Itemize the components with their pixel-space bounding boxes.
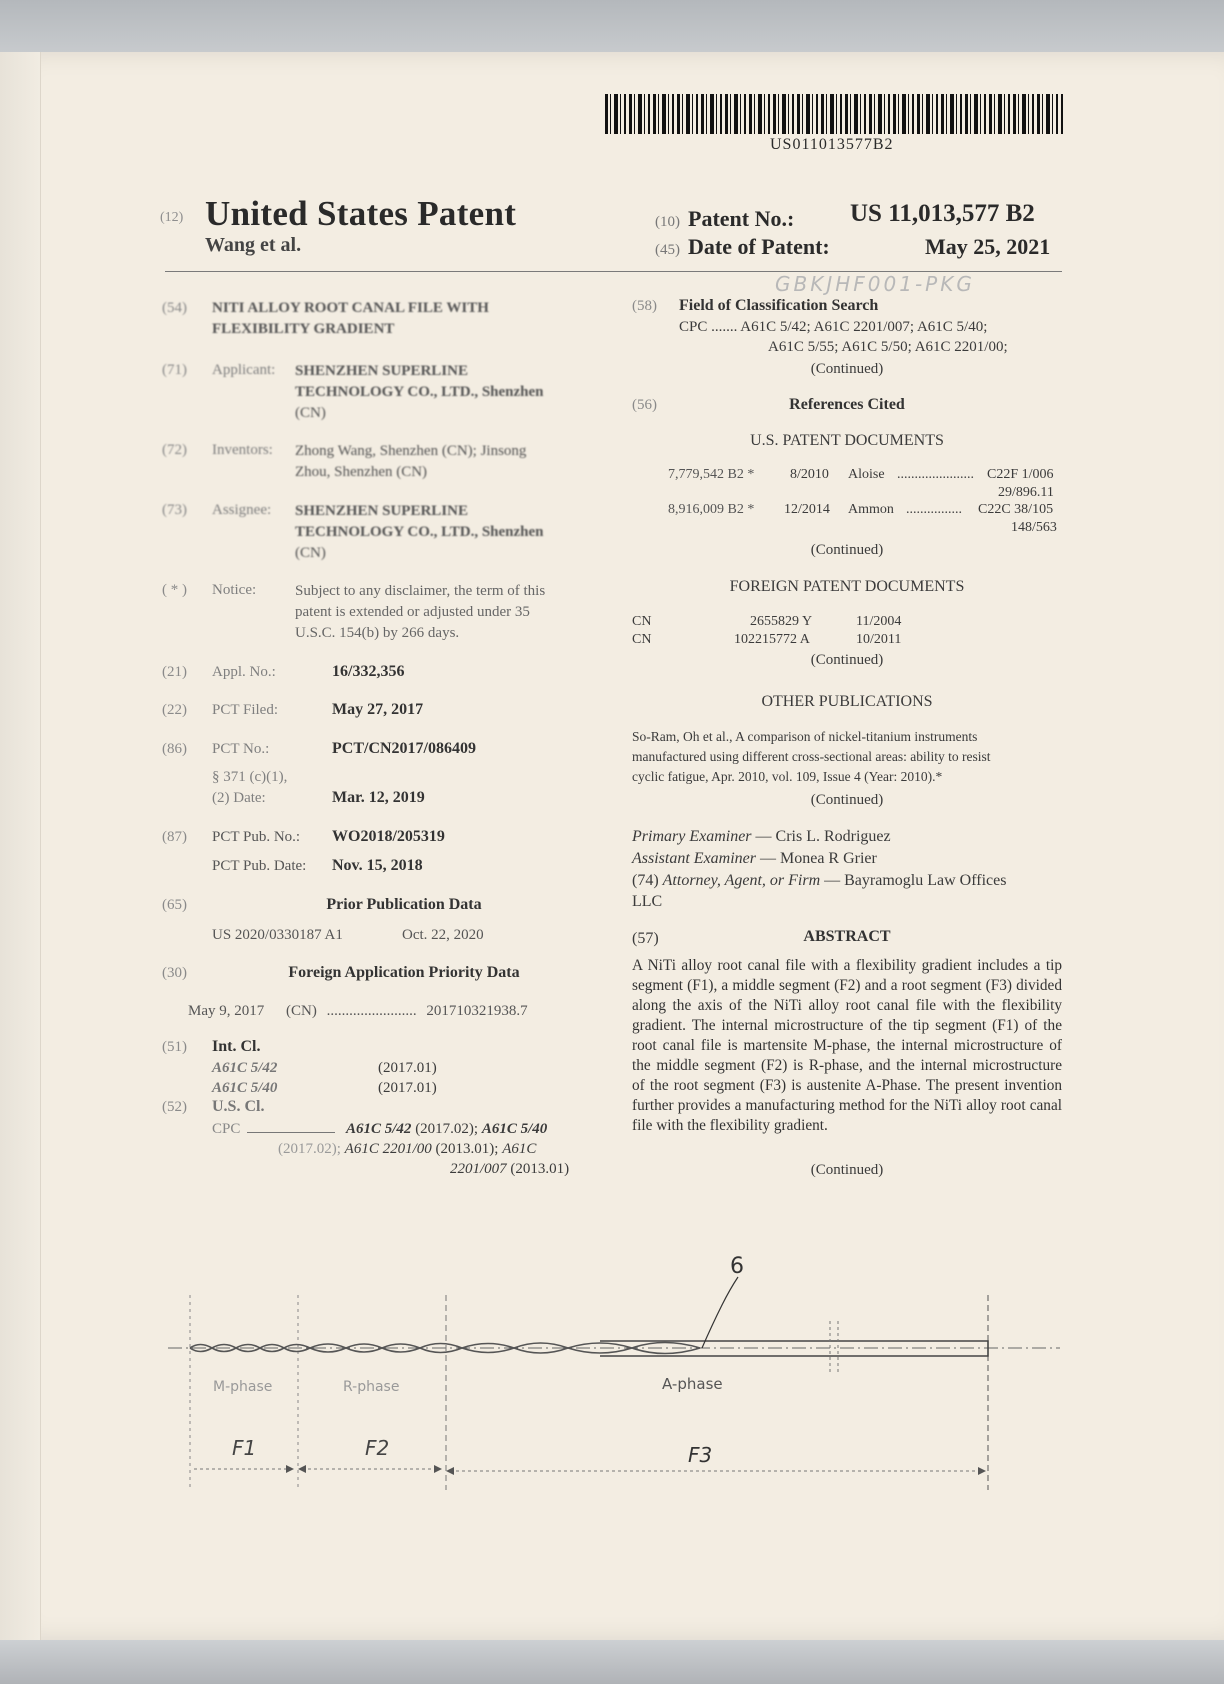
- int-cl-item-1-class: A61C 5/42: [212, 1060, 278, 1076]
- assignee-label: Assignee:: [212, 502, 272, 518]
- foreign-patent-docs-title: FOREIGN PATENT DOCUMENTS: [729, 578, 965, 595]
- us-doc-2-date: 12/2014: [784, 502, 830, 517]
- us-cl-a61c-5-40: A61C 5/40: [481, 1121, 548, 1137]
- notice-line1: Subject to any disclaimer, the term of this: [295, 583, 546, 599]
- dimension-arrowheads: [286, 1465, 986, 1475]
- assignee-value: [295, 501, 544, 564]
- segment-label-f1: F1: [232, 1436, 257, 1460]
- scan-top-edge: [0, 0, 1224, 52]
- pct-no-value: PCT/CN2017/086409: [332, 740, 476, 757]
- segment-label-f2: F2: [365, 1436, 390, 1460]
- us-cl-title: U.S. Cl.: [212, 1098, 265, 1115]
- foreign-priority-dots: ........................: [326, 1003, 417, 1019]
- field-73-code: (73): [162, 502, 187, 518]
- us-doc-1-class: C22F 1/006: [987, 467, 1054, 482]
- field-search-title: Field of Classification Search: [679, 297, 879, 314]
- arrowhead-f1: [286, 1465, 294, 1473]
- other-pub-line3: cyclic fatigue, Apr. 2010, vol. 109, Issue 4 (Year: 2010).*: [632, 769, 943, 784]
- reference-leader-line: [702, 1277, 738, 1348]
- assistant-examiner-label: Assistant Examiner: [632, 850, 756, 867]
- attorney-code: (74): [632, 872, 659, 889]
- prior-pub-date: Oct. 22, 2020: [402, 927, 484, 943]
- handwritten-note: GBKJHF001-PKG: [775, 272, 975, 296]
- patent-date: May 25, 2021: [925, 234, 1051, 259]
- scan-bottom-edge: [0, 1640, 1224, 1684]
- reference-label-6: 6: [730, 1255, 744, 1279]
- applicant-line1: SHENZHEN SUPERLINE: [295, 363, 468, 379]
- us-cl-leader-line: [247, 1132, 335, 1133]
- arrowhead-f3-right: [978, 1467, 986, 1475]
- field-22-code: (22): [162, 702, 187, 718]
- field-71-code: (71): [162, 362, 187, 378]
- foreign-doc-2-cc: CN: [632, 632, 652, 647]
- assignee-line1: SHENZHEN SUPERLINE: [295, 503, 468, 519]
- pct-pub-date-value: Nov. 15, 2018: [332, 857, 423, 874]
- us-doc-2-class: C22C 38/105: [978, 502, 1054, 517]
- invention-title: [212, 298, 489, 340]
- inventors-line1: Zhong Wang, Shenzhen (CN); Jinsong: [295, 443, 527, 459]
- other-publication-entry: [632, 727, 1062, 787]
- references-cited-title: References Cited: [789, 396, 905, 413]
- us-doc-1-subclass: 29/896.11: [998, 485, 1054, 500]
- pct-pub-date-label: PCT Pub. Date:: [212, 858, 307, 874]
- field-52-code: (52): [162, 1099, 187, 1115]
- foreign-priority-date: May 9, 2017: [188, 1003, 265, 1019]
- primary-examiner-value: — Cris L. Rodriguez: [755, 828, 891, 845]
- field-51-code: (51): [162, 1039, 187, 1055]
- foreign-priority-title: Foreign Application Priority Data: [288, 964, 520, 981]
- field-21-code: (21): [162, 664, 187, 680]
- pct-pub-no-value: WO2018/205319: [332, 828, 445, 845]
- patent-no-code: (10): [655, 214, 680, 230]
- other-pub-line1: So-Ram, Oh et al., A comparison of nickel-titanium instruments: [632, 729, 978, 744]
- pct-371-date-label: (2) Date:: [212, 790, 266, 806]
- us-cl-line1: [346, 1119, 547, 1139]
- notice-label: Notice:: [212, 582, 257, 598]
- foreign-doc-2-number: 102215772 A: [734, 632, 810, 647]
- arrowhead-f2-right: [434, 1465, 442, 1473]
- field-87-code: (87): [162, 829, 187, 845]
- applicant-label: Applicant:: [212, 362, 276, 378]
- field-search-continued: (Continued): [810, 361, 884, 377]
- m-phase-label: M-phase: [213, 1379, 273, 1395]
- barcode-number: US011013577B2: [770, 136, 894, 153]
- prior-pub-number: US 2020/0330187 A1: [212, 927, 343, 943]
- int-cl-item-1-version: (2017.01): [378, 1060, 437, 1076]
- field-72-code: (72): [162, 442, 187, 458]
- inventors-short: Wang et al.: [205, 234, 302, 256]
- patent-number-row: [655, 206, 794, 232]
- us-cl-version-3: (2013.01);: [435, 1141, 499, 1157]
- us-doc-1-date: 8/2010: [790, 467, 829, 482]
- dimension-lines: [194, 1469, 983, 1471]
- us-cl-line2: [278, 1139, 536, 1159]
- applicant-line3: (CN): [295, 405, 326, 421]
- root-canal-file-figure: [0, 1255, 1224, 1495]
- foreign-priority-country: (CN): [286, 1003, 317, 1019]
- patent-date-row: [655, 234, 830, 260]
- field-search-line2: A61C 5/55; A61C 5/50; A61C 2201/00;: [768, 339, 1008, 355]
- abstract-title: ABSTRACT: [803, 928, 891, 945]
- attorney-value: — Bayramoglu Law Offices: [824, 872, 1007, 889]
- us-cl-cpc-label: CPC: [212, 1121, 241, 1137]
- notice-line3: U.S.C. 154(b) by 266 days.: [295, 625, 460, 641]
- int-cl-title: Int. Cl.: [212, 1038, 261, 1055]
- inventors-value: [295, 441, 526, 483]
- foreign-priority-number: 201710321938.7: [426, 1003, 528, 1019]
- field-56-code: (56): [632, 397, 657, 413]
- foreign-doc-2-date: 10/2011: [856, 632, 902, 647]
- arrowhead-f2-left: [298, 1465, 306, 1473]
- pct-filed-label: PCT Filed:: [212, 702, 278, 718]
- us-cl-a61c-wrap: A61C: [502, 1141, 537, 1157]
- us-cl-2201-007: 2201/007: [450, 1161, 507, 1177]
- other-pubs-continued: (Continued): [810, 792, 884, 808]
- applicant-line2: TECHNOLOGY CO., LTD., Shenzhen: [295, 384, 544, 400]
- us-cl-version-4: (2013.01): [510, 1161, 570, 1177]
- us-cl-a61c-5-42: A61C 5/42: [346, 1121, 412, 1137]
- patent-no-label: Patent No.:: [688, 206, 795, 231]
- other-publications-title: OTHER PUBLICATIONS: [761, 693, 933, 710]
- other-pub-line2: manufactured using different cross-sectional areas: ability to resist: [632, 749, 991, 764]
- notice-text: [295, 581, 597, 644]
- pct-filed-value: May 27, 2017: [332, 701, 424, 718]
- patent-number: US 11,013,577 B2: [850, 200, 1035, 227]
- us-patent-docs-title: U.S. PATENT DOCUMENTS: [750, 432, 944, 449]
- inventors-label: Inventors:: [212, 442, 273, 458]
- foreign-docs-continued: (Continued): [810, 652, 884, 668]
- us-doc-2-subclass: 148/563: [1011, 520, 1057, 535]
- pct-pub-no-label: PCT Pub. No.:: [212, 829, 301, 845]
- abstract-code: (57): [632, 930, 659, 947]
- us-doc-2-name: Ammon: [848, 502, 894, 517]
- appl-no-label: Appl. No.:: [212, 664, 276, 680]
- notice-line2: patent is extended or adjusted under 35: [295, 604, 530, 620]
- assistant-examiner: [632, 849, 877, 869]
- date-label: Date of Patent:: [688, 234, 830, 259]
- notice-code: ( * ): [162, 582, 187, 598]
- abstract-text: A NiTi alloy root canal file with a flexibility gradient includes a tip segment (F1), a middle segment (F2) and a root segment (F3) divided along the axis of the NiTi alloy root canal file with the flexibility gradient. The internal microstructure of the tip segment (F1) of the root canal file is martensite M-phase, the internal microstructure of the middle segment (F2) is R-phase, and the internal microstructure of the root segment (F3) is austenite A-Phase. The present invention further provides a manufacturing method for the NiTi alloy root canal file with the flexibility gradient.: [632, 957, 1062, 1134]
- r-phase-label: R-phase: [343, 1379, 400, 1395]
- appl-no-value: 16/332,356: [332, 663, 405, 680]
- attorney-label: Attorney, Agent, or Firm: [662, 872, 821, 889]
- us-cl-line3: [450, 1159, 569, 1179]
- segment-label-f3: F3: [688, 1443, 713, 1467]
- us-doc-1-name: Aloise: [848, 467, 885, 482]
- attorney-line: [632, 871, 1006, 891]
- us-doc-2-number: 8,916,009 B2 *: [668, 502, 755, 517]
- pct-no-label: PCT No.:: [212, 741, 270, 757]
- document-title: United States Patent: [205, 194, 517, 233]
- a-phase-label: A-phase: [662, 1375, 723, 1393]
- foreign-doc-1-date: 11/2004: [856, 614, 902, 629]
- us-cl-a61c-2201-00: A61C 2201/00: [344, 1141, 432, 1157]
- us-cl-version-2: (2017.02);: [278, 1141, 341, 1157]
- invention-title-line1: NITI ALLOY ROOT CANAL FILE WITH: [212, 300, 489, 316]
- arrowhead-f3-left: [446, 1467, 454, 1475]
- field-65-code: (65): [162, 897, 187, 913]
- us-cl-version-1: (2017.02);: [415, 1121, 479, 1137]
- foreign-doc-1-number: 2655829 Y: [750, 614, 813, 629]
- us-docs-continued: (Continued): [810, 542, 884, 558]
- date-code: (45): [655, 242, 680, 258]
- field-search-line1: CPC ....... A61C 5/42; A61C 2201/007; A61C 5/40;: [679, 319, 988, 335]
- abstract-continued: (Continued): [810, 1162, 884, 1178]
- assignee-line3: (CN): [295, 545, 326, 561]
- primary-examiner: [632, 827, 891, 847]
- field-86-code: (86): [162, 741, 187, 757]
- field-54-code: (54): [162, 300, 187, 316]
- invention-title-line2: FLEXIBILITY GRADIENT: [212, 321, 395, 337]
- field-58-code: (58): [632, 298, 657, 314]
- us-doc-1-number: 7,779,542 B2 *: [668, 467, 755, 482]
- foreign-priority-row: [188, 1001, 528, 1021]
- assignee-line2: TECHNOLOGY CO., LTD., Shenzhen: [295, 524, 544, 540]
- barcode-graphic: [605, 94, 1063, 134]
- us-doc-2-dots: ................: [906, 502, 962, 517]
- inventors-line2: Zhou, Shenzhen (CN): [295, 464, 428, 480]
- kind-code-prefix: (12): [160, 210, 184, 225]
- int-cl-item-2-class: A61C 5/40: [212, 1080, 278, 1096]
- int-cl-item-2-version: (2017.01): [378, 1080, 437, 1096]
- us-doc-1-dots: ......................: [897, 467, 974, 482]
- applicant-value: [295, 361, 544, 424]
- field-30-code: (30): [162, 965, 187, 981]
- prior-pub-title: Prior Publication Data: [326, 896, 482, 913]
- section-371-label: § 371 (c)(1),: [212, 769, 288, 785]
- pct-371-date-value: Mar. 12, 2019: [332, 789, 425, 806]
- foreign-doc-1-cc: CN: [632, 614, 652, 629]
- attorney-value-line2: LLC: [632, 893, 663, 910]
- assistant-examiner-value: — Monea R Grier: [760, 850, 877, 867]
- primary-examiner-label: Primary Examiner: [632, 828, 752, 845]
